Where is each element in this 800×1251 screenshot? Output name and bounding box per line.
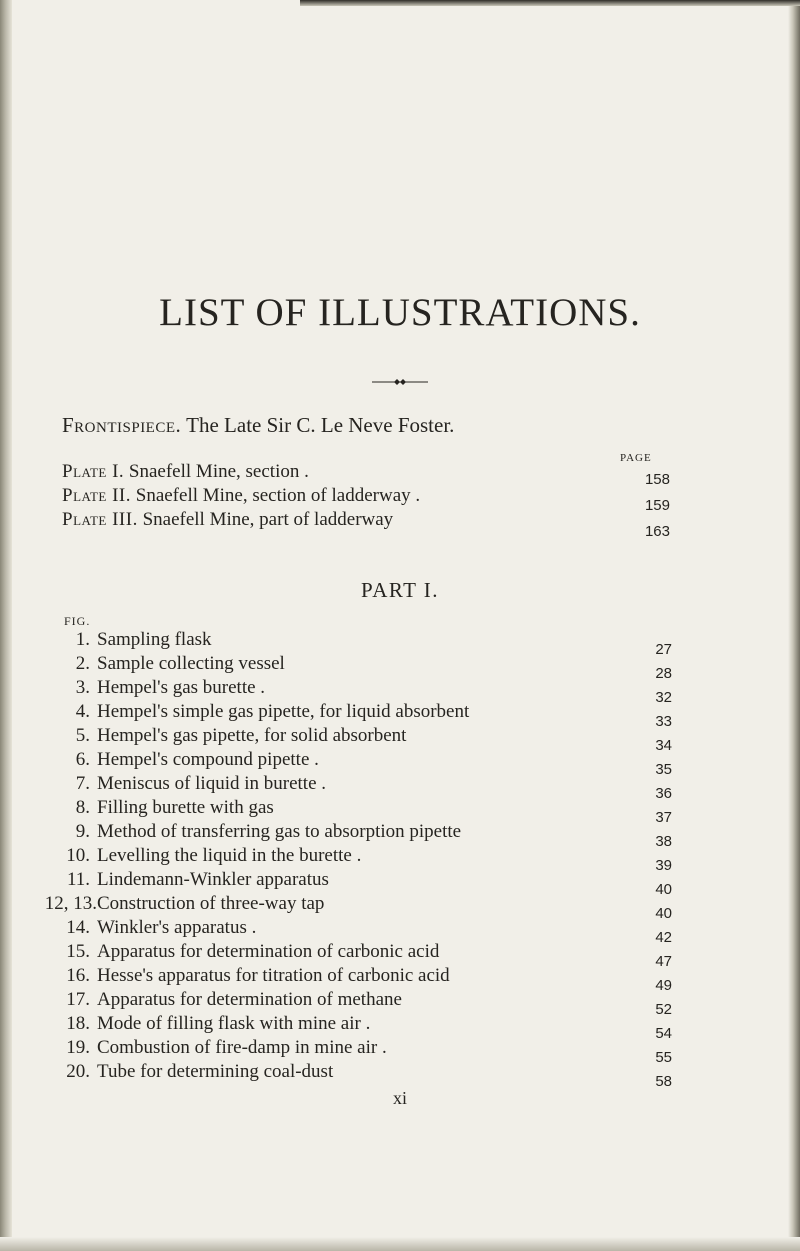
figure-number: 3. (75, 677, 90, 698)
plate-page: 163 (644, 523, 670, 540)
page-edge-left (0, 0, 12, 1251)
figure-number: 20. (66, 1061, 90, 1082)
figure-number: 16. (66, 965, 90, 986)
figure-text: Hesse's apparatus for titration of carbonic acid (97, 965, 450, 986)
plate-entry (62, 460, 670, 488)
figure-number: 18. (66, 1013, 90, 1034)
figure-text: Lindemann-Winkler apparatus (97, 869, 329, 890)
figure-page: 54 (655, 1025, 672, 1042)
figure-number: 11. (66, 869, 90, 890)
figure-text: Levelling the liquid in the burette . (97, 845, 362, 866)
figure-text: Method of transferring gas to absorption pipette (97, 821, 462, 842)
figure-page: 35 (655, 761, 672, 778)
figure-text: Filling burette with gas (97, 797, 274, 818)
figure-number: 19. (66, 1037, 90, 1058)
plate-text: Snaefell Mine, part of ladderway (142, 509, 394, 530)
figure-entry (44, 892, 672, 922)
figure-entry (62, 628, 672, 658)
figure-text: Sample collecting vessel (97, 653, 285, 674)
frontispiece-entry (62, 413, 454, 438)
plate-text: Snaefell Mine, section . (128, 461, 309, 482)
figure-text: Apparatus for determination of methane (97, 989, 402, 1010)
frontispiece-label: Frontispiece. (62, 413, 182, 437)
figure-page: 40 (655, 881, 672, 898)
figure-number: 6. (75, 749, 90, 770)
figure-entry (62, 724, 672, 754)
page-bottom-edge (0, 1237, 800, 1251)
figure-page: 52 (655, 1001, 672, 1018)
figure-entry (62, 1060, 672, 1090)
figure-entry (62, 1036, 672, 1066)
figure-page: 39 (655, 857, 672, 874)
figure-number: 12, 13. (44, 893, 97, 914)
frontispiece-text: The Late Sir C. Le Neve Foster. (186, 413, 455, 437)
figure-entry (62, 748, 672, 778)
figure-page: 34 (655, 737, 672, 754)
figure-text: Construction of three-way tap (97, 893, 325, 914)
page-edge-right (788, 0, 800, 1251)
figure-number: 7. (75, 773, 90, 794)
figure-text: Hempel's compound pipette . (97, 749, 319, 770)
plate-text: Snaefell Mine, section of ladderway . (135, 485, 421, 506)
figure-text: Combustion of fire-damp in mine air . (97, 1037, 387, 1058)
plate-entry (62, 484, 670, 514)
figure-entry (62, 916, 672, 946)
figure-page: 49 (655, 977, 672, 994)
ornament-divider-icon (372, 378, 428, 386)
figure-page: 33 (655, 713, 672, 730)
figure-number: 15. (66, 941, 90, 962)
page-edge-top (300, 0, 800, 6)
plate-page: 159 (644, 497, 670, 514)
figure-number: 17. (66, 989, 90, 1010)
figure-text: Hempel's gas pipette, for solid absorbent (97, 725, 407, 746)
plate-page: 158 (644, 471, 670, 488)
page-column-header: PAGE (620, 452, 652, 464)
figure-page: 36 (655, 785, 672, 802)
page-title: LIST OF ILLUSTRATIONS. (159, 291, 641, 334)
figure-text: Tube for determining coal-dust (97, 1061, 334, 1082)
figure-entry (62, 652, 672, 682)
figure-entry (62, 844, 672, 874)
figure-entry (62, 772, 672, 802)
figure-number: 5. (75, 725, 90, 746)
figure-number: 2. (75, 653, 90, 674)
figure-text: Apparatus for determination of carbonic acid (97, 941, 440, 962)
figure-entry (62, 1012, 672, 1042)
figure-entry (62, 964, 672, 994)
figure-text: Mode of filling flask with mine air . (97, 1013, 371, 1034)
figure-entry (62, 676, 672, 706)
figure-entry (62, 700, 672, 730)
figure-number: 10. (66, 845, 90, 866)
figure-page: 40 (655, 905, 672, 922)
figure-number: 14. (66, 917, 90, 938)
figure-page: 42 (655, 929, 672, 946)
plate-entry (62, 508, 670, 540)
fig-column-label: FIG. (64, 614, 91, 628)
figure-entry (62, 940, 672, 970)
figure-text: Meniscus of liquid in burette . (97, 773, 327, 794)
plate-label: Plate II. (62, 485, 131, 506)
figure-entry (62, 988, 672, 1018)
figure-text: Winkler's apparatus . (97, 917, 257, 938)
figure-number: 9. (75, 821, 90, 842)
figure-text: Hempel's simple gas pipette, for liquid absorbent (97, 701, 470, 722)
figure-entry (62, 820, 672, 850)
figure-entry (62, 868, 672, 898)
figure-page: 55 (655, 1049, 672, 1066)
page-folio: xi (392, 1088, 407, 1108)
figure-page: 27 (655, 641, 672, 658)
figure-entry (62, 796, 672, 826)
figure-number: 8. (75, 797, 90, 818)
figure-text: Sampling flask (97, 629, 212, 650)
figure-number: 4. (75, 701, 90, 722)
figure-page: 28 (655, 665, 672, 682)
plate-label: Plate I. (62, 461, 125, 482)
figure-page: 38 (655, 833, 672, 850)
figure-page: 32 (655, 689, 672, 706)
plate-label: Plate III. (62, 509, 138, 530)
figure-number: 1. (75, 629, 90, 650)
figure-text: Hempel's gas burette . (97, 677, 266, 698)
figure-page: 37 (655, 809, 672, 826)
figure-page: 58 (655, 1073, 672, 1090)
figure-page: 47 (655, 953, 672, 970)
part-heading: PART I. (360, 578, 440, 602)
